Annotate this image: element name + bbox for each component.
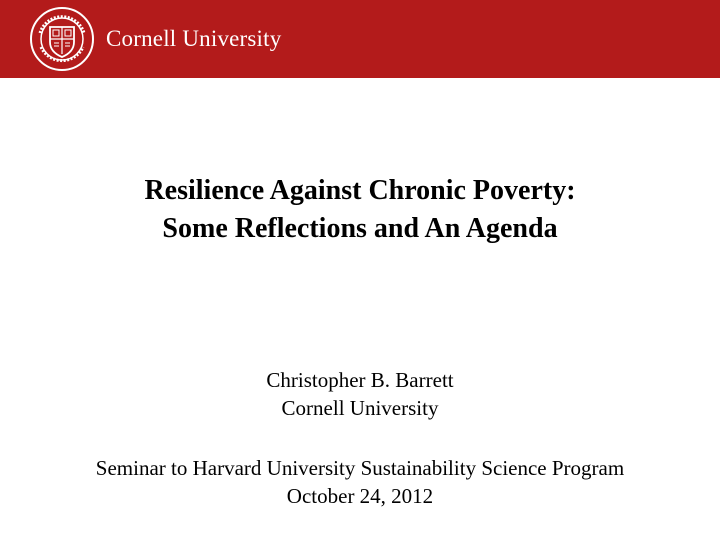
header-banner: [0, 0, 720, 78]
wordmark: Cornell University: [106, 26, 282, 51]
author-name: Christopher B. Barrett: [266, 368, 454, 392]
seminar-block: [0, 454, 720, 510]
title-line-2: Some Reflections and An Agenda: [162, 213, 558, 244]
slide-title: [0, 172, 720, 248]
event-name: Seminar to Harvard University Sustainability Science Program: [95, 456, 625, 480]
title-line-1: Resilience Against Chronic Poverty:: [144, 175, 576, 206]
cornell-seal-icon: [29, 6, 95, 72]
event-date: October 24, 2012: [286, 484, 434, 508]
author-affiliation: Cornell University: [281, 396, 439, 420]
author-block: [0, 366, 720, 422]
